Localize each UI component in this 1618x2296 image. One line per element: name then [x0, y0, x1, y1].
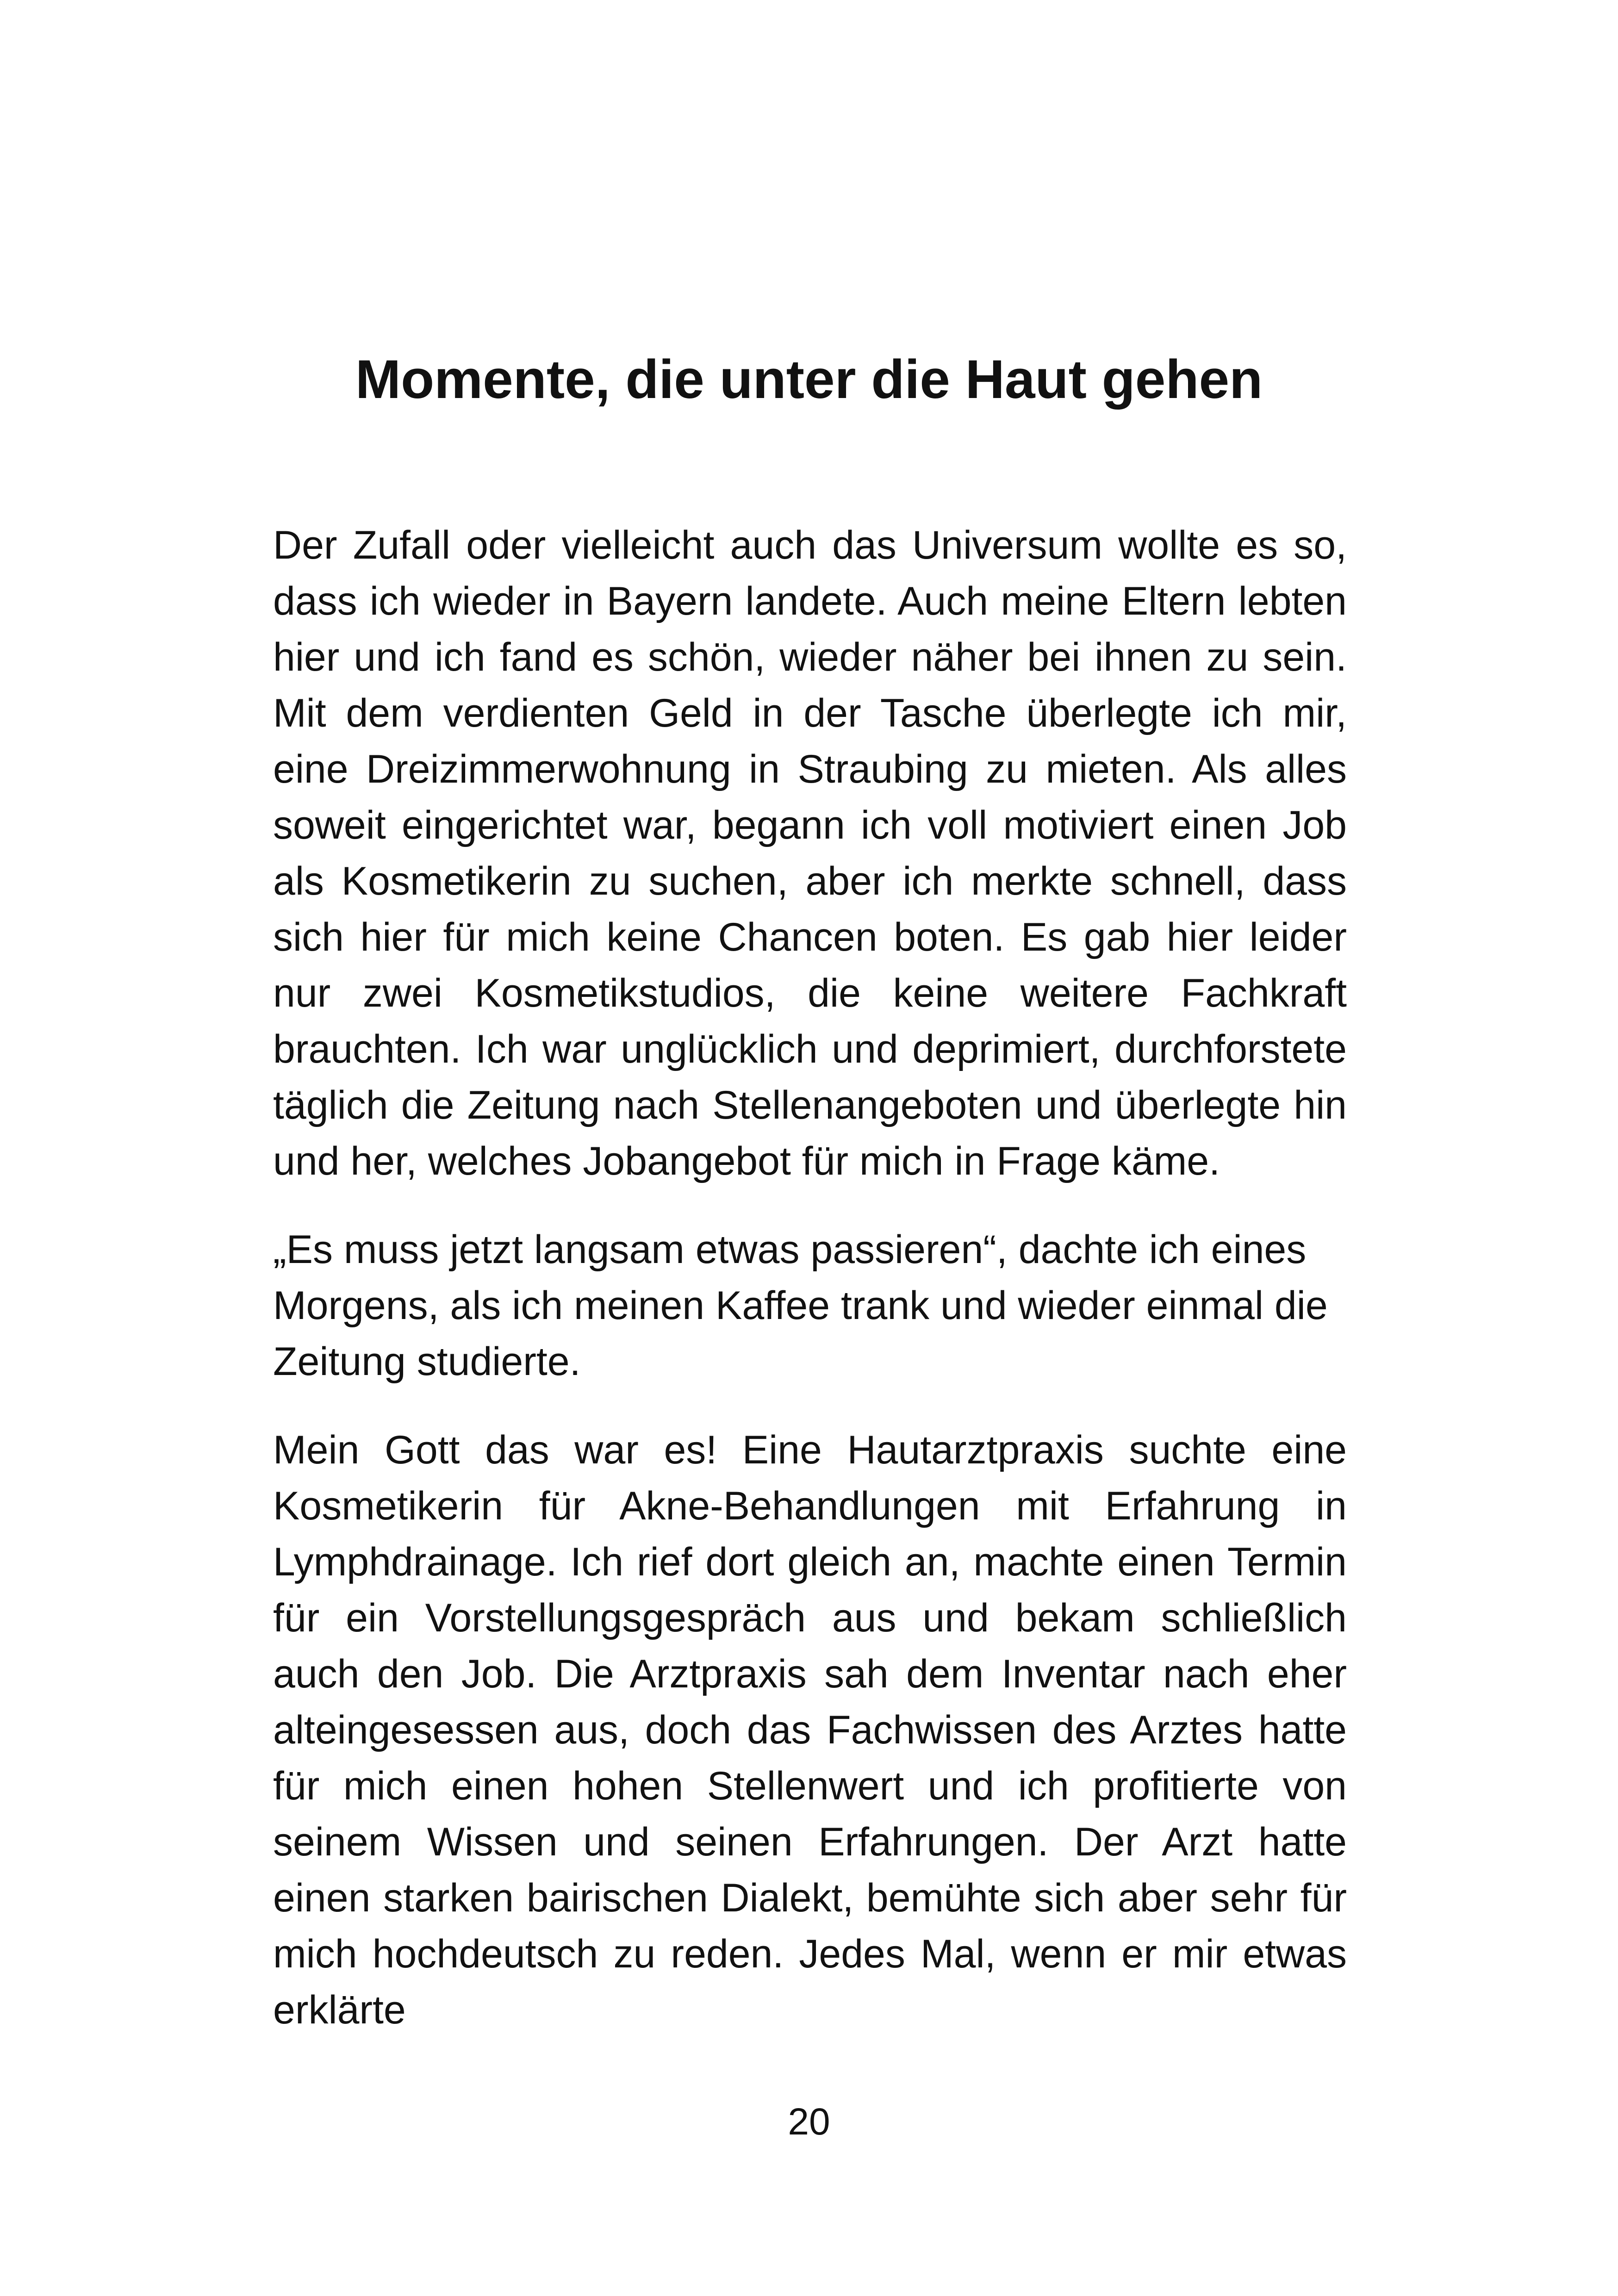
- chapter-title: Momente, die unter die Haut gehen: [355, 349, 1263, 410]
- paragraph-3: Mein Gott das war es! Eine Hautarztpraxis suchte eine Kosmetikerin für Akne-Behandlungen mit Erfahrung in Lymphdrainage. Ich rief dort gleich an, machte einen Termin für ein Vorstellungsgespräch aus und bekam schließlich auch den Job. Die Arztpraxis sah dem Inventar nach eher alteingesessen aus, doch das Fachwissen des Arztes hatte für mich einen hohen Stellenwert und ich profitierte von seinem Wissen und seinen Erfahrungen. Der Arzt hatte einen starken bairischen Dialekt, bemühte sich aber sehr für mich hochdeutsch zu reden. Jedes Mal, wenn er mir etwas erklärte: [273, 1428, 1347, 2032]
- paragraph-2: „Es muss jetzt langsam etwas passieren“, dachte ich eines Morgens, als ich meinen Kaffee trank und wieder einmal die Zeitung studierte.: [273, 1227, 1328, 1384]
- body-text: [273, 517, 1347, 2071]
- paragraph-1: Der Zufall oder vielleicht auch das Universum wollte es so, dass ich wieder in Bayern landete. Auch meine Eltern lebten hier und ich fand es schön, wieder näher bei ihnen zu sein. Mit dem verdienten Geld in der Tasche überlegte ich mir, eine Dreizimmerwohnung in Straubing zu mieten. Als alles soweit eingerichtet war, begann ich voll motiviert einen Job als Kosmetikerin zu suchen, aber ich merkte schnell, dass sich hier für mich keine Chancen boten. Es gab hier leider nur zwei Kosmetikstudios, die keine weitere Fachkraft brauchten. Ich war unglücklich und deprimiert, durchforstete täglich die Zeitung nach Stellenangeboten und überlegte hin und her, welches Jobangebot für mich in Frage käme.: [273, 523, 1347, 1183]
- page-number: 20: [788, 2101, 830, 2143]
